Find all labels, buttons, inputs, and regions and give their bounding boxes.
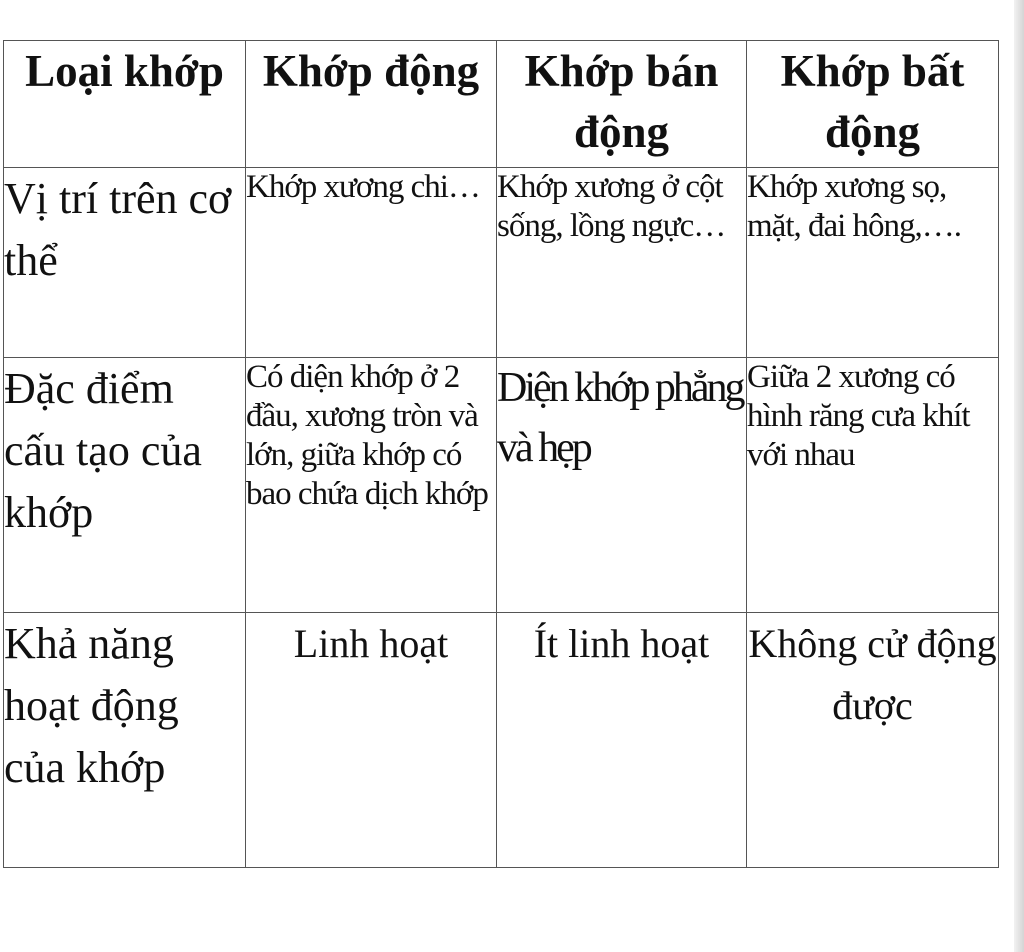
joint-types-table: [3, 40, 999, 868]
cell-function-movable: Linh hoạt: [246, 613, 497, 868]
cell-position-movable: Khớp xương chi…: [246, 168, 497, 358]
table-header-row: [4, 41, 999, 168]
cell-function-immovable: Không cử động được: [747, 613, 999, 868]
row-label-position: Vị trí trên cơ thể: [4, 168, 246, 358]
cell-structure-semi-movable: Diện khớp phẳng và hẹp: [497, 358, 747, 613]
header-immovable-joint: Khớp bất động: [747, 41, 999, 168]
header-semi-movable-joint: Khớp bán động: [497, 41, 747, 168]
table-row-structure: [4, 358, 999, 613]
header-joint-type: Loại khớp: [4, 41, 246, 168]
table-row-position: [4, 168, 999, 358]
header-movable-joint: Khớp động: [246, 41, 497, 168]
row-label-function: Khả năng hoạt động của khớp: [4, 613, 246, 868]
row-label-structure: Đặc điểm cấu tạo của khớp: [4, 358, 246, 613]
cell-position-semi-movable: Khớp xương ở cột sống, lồng ngực…: [497, 168, 747, 358]
cell-structure-movable: Có diện khớp ở 2 đầu, xương tròn và lớn, giữa khớp có bao chứa dịch khớp: [246, 358, 497, 613]
table-row-function: [4, 613, 999, 868]
cell-function-semi-movable: Ít linh hoạt: [497, 613, 747, 868]
cell-position-immovable: Khớp xương sọ, mặt, đai hông,….: [747, 168, 999, 358]
page-edge-shadow: [1014, 0, 1024, 952]
cell-structure-immovable: Giữa 2 xương có hình răng cưa khít với nhau: [747, 358, 999, 613]
